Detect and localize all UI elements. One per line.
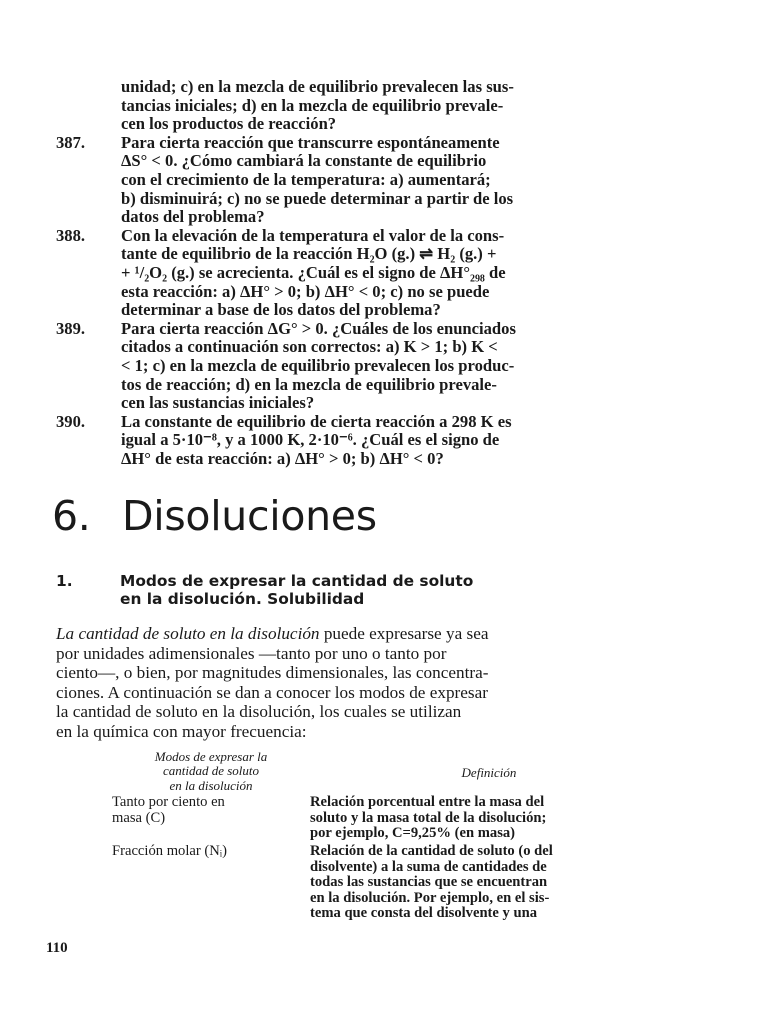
chapter-heading xyxy=(52,492,377,540)
table-row xyxy=(112,844,668,922)
table-header-right: Definición xyxy=(461,765,517,780)
table-definition: Relación porcentual entre la masa del soluto y la masa total de la disolución; por ejemplo, C=9,25% (en masa) xyxy=(310,794,547,842)
page-number: 110 xyxy=(46,940,68,956)
problem-number: 390. xyxy=(56,411,86,431)
intro-text: puede expresarse ya sea por unidades adimensionales —tanto por uno o tanto por ciento—, o bien, por magnitudes dimensionales, las concentra- ciones. A continuación se dan a conocer los modos de expresar la cantidad de soluto en la disolución, los cuales se utilizan en la química con mayor frecuencia: xyxy=(56,624,489,741)
problem-389 xyxy=(56,320,668,413)
intro-italic-lead: La cantidad de soluto en la disolución xyxy=(56,624,320,643)
problem-list xyxy=(56,78,668,468)
table-definition: Relación de la cantidad de soluto (o del disolvente) a la suma de cantidades de todas las sustancias que se encuentran en la disolución. Por ejemplo, en el sis- tema que consta del disolvente y una xyxy=(310,843,553,922)
table-term: Tanto por ciento en masa (C) xyxy=(112,794,225,826)
table-term: Fracción molar (Nᵢ) xyxy=(112,843,228,859)
definitions-table xyxy=(112,750,668,922)
section-title: Modos de expresar la cantidad de soluto en la disolución. Solubilidad xyxy=(120,572,474,608)
problem-number: 387. xyxy=(56,132,86,152)
chapter-number: 6. xyxy=(52,492,91,540)
problem-continuation: unidad; c) en la mezcla de equilibrio prevalecen las sus- tancias iniciales; d) en la mezcla de equilibrio prevale- cen los productos de reacción? xyxy=(121,77,514,134)
problem-text: Con la elevación de la temperatura el valor de la cons- tante de equilibrio de la reacción H₂O (g.) ⇌ H₂ (g.) + + ¹/₂O₂ (g.) se acrecienta. ¿Cuál es el signo de ΔH°₂₉₈ de esta reacción: a) ΔH° > 0; b) ΔH° < 0; c) no se puede determinar a base de los datos del problema? xyxy=(121,225,506,320)
problem-388 xyxy=(56,227,668,320)
problem-387 xyxy=(56,134,668,227)
problem-text: La constante de equilibrio de cierta reacción a 298 K es igual a 5·10⁻⁸, y a 1000 K, 2·10⁻⁶. ¿Cuál es el signo de ΔH° de esta reacción: a) ΔH° > 0; b) ΔH° < 0? xyxy=(121,411,512,468)
problem-number: 388. xyxy=(56,225,86,245)
intro-paragraph xyxy=(56,624,668,742)
problem-390 xyxy=(56,413,668,469)
section-number: 1. xyxy=(56,572,73,590)
table-header-left: Modos de expresar la cantidad de soluto en la disolución xyxy=(154,749,268,793)
table-header xyxy=(112,750,668,793)
problem-text: Para cierta reacción ΔG° > 0. ¿Cuáles de los enunciados citados a continuación son correctos: a) K > 1; b) K < < 1; c) en la mezcla de equilibrio prevalecen los produc- tos de reacción; d) en la mezcla de equilibrio prevale- cen las sustancias iniciales? xyxy=(121,318,516,413)
problem-text: Para cierta reacción que transcurre espontáneamente ΔS° < 0. ¿Cómo cambiará la constante de equilibrio con el crecimiento de la temperatura: a) aumentará; b) disminuirá; c) no se puede determinar a partir de los datos del problema? xyxy=(121,132,514,227)
section-heading xyxy=(56,572,473,608)
chapter-title: Disoluciones xyxy=(122,492,377,540)
table-row xyxy=(112,795,668,842)
problem-number: 389. xyxy=(56,318,86,338)
